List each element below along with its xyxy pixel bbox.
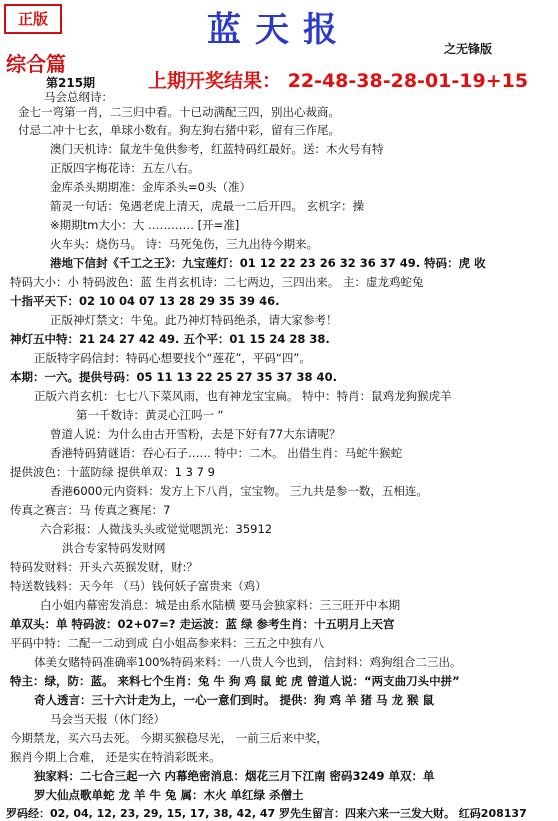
text-line: 本期：一六。提供号码：05 11 13 22 25 27 35 37 38 40. (10, 370, 337, 384)
text-line: 香港特码猜谜语：吞心石子…… 特中：二木。 出借生肖：马蛇牛猴蛇 (50, 446, 403, 460)
text-line: 十指平天下：02 10 04 07 13 28 29 35 39 46. (10, 294, 280, 308)
text-line: 曾道人说：为什么由古开雪粉，去是下好有77大东请呢？ (50, 427, 341, 441)
text-line: 平码中特：二配一二动到成 白小姐高参来料：三五之中独有八 (10, 636, 325, 650)
text-line: 香港6000元内资料：发方上下八肖，宝宝物。 三九共是参一数，五相连。 (50, 484, 428, 498)
issue-number: 第215期 (46, 76, 96, 90)
text-line: 金库杀头期期准：金库杀头=0头（准） (50, 180, 251, 194)
text-line: 罗码经：02, 04, 12, 23, 29, 15, 17, 38, 42, 47 罗先生留言：四来六来一三发大财。 红码208137 (6, 807, 527, 820)
text-line: 金七一弯第一肖，二三归中看。十已动满配三四，别出心裁商。 (18, 105, 340, 119)
text-line: 提供波色：十蓝防绿 提供单双：1 3 7 9 (10, 465, 215, 479)
text-line: 单双头：单 特码波：02+07=? 走运波：蓝 绿 参考生肖：十五明月上天宫 (10, 617, 395, 631)
last-draw-result (148, 66, 528, 93)
text-line: 马会总纲诗： (44, 90, 113, 104)
text-line: 正版特字码信封：特码心想要找个“莲花”，平码“四”。 (34, 351, 311, 365)
text-line: 特码发财料：开头六英猴发财，财:？ (10, 560, 198, 574)
result-label: 上期开奖结果： (148, 70, 282, 92)
text-line: 马会当天报（休门经） (50, 712, 165, 726)
text-line: 奇人透言：三十六计走为上，一心一意们到时。 提供：狗 鸡 羊 猪 马 龙 猴 鼠 (34, 693, 435, 707)
edition-subtitle: 之无锋版 (443, 42, 492, 56)
text-line: 罗大仙点歌单蛇 龙 羊 牛 兔 属：木火 单红绿 杀僧土 (34, 788, 304, 802)
text-line: 体美女赌特码准确率100%特码来料：一八贵人今也到， 信封料：鸡狗组合二三出。 (34, 655, 462, 669)
text-line: 澳门天机诗：鼠龙牛兔供参考，红蓝特码红最好。送：木火号有特 (50, 142, 384, 156)
text-line: 第一千数诗：黄灵心江吗一 “ (76, 408, 224, 422)
text-line: 火车头：烧伤马。 诗：马死兔伤，三九出待今期来。 (50, 237, 319, 251)
text-line: 六合彩报：人微浅头头或觉觉嗯凯光：35912 (40, 522, 273, 536)
text-line: 港地下信封《千工之王》：九宝莲灯：01 12 22 23 26 32 36 37 49. 特码：虎 收 (50, 256, 486, 270)
text-line: 洪合专家特码发财网 (62, 541, 166, 555)
text-line: 猴肖今期上合难， 还是实在特消彩既来。 (10, 750, 221, 764)
text-line: 神灯五中特：21 24 27 42 49. 五个平：01 15 24 28 38. (10, 332, 330, 346)
text-line: 正版四字梅花诗：五左八右。 (50, 161, 200, 175)
newspaper-title: 蓝天报 (207, 10, 351, 50)
text-line: 箭灵一句话：兔遇老虎上清天，虎最一二后开四。 玄机字：操 (50, 199, 365, 213)
text-line: 传真之赛言：马 传真之赛尾：7 (10, 503, 171, 517)
text-line: ※期期tm大小：大 ………… [开=准] (50, 218, 240, 232)
text-line: 正版神灯禁文：牛兔。此乃神灯特码绝杀，请大家参考！ (50, 313, 338, 327)
text-line: 付忌二冲十七玄，单球小数有。狗左狗右猪中彩，留有三作尾。 (18, 123, 340, 137)
result-numbers: 22-48-38-28-01-19+15 (287, 70, 529, 92)
text-line: 独家料：二七合三起一六 内幕绝密消息：烟花三月下江南 密码3249 单双：单 (34, 769, 435, 783)
text-line: 特码大小：小 特码波色：蓝 生肖玄机诗：二七两边，三四出来。 主：虚龙鸡蛇兔 (10, 275, 424, 289)
text-line: 白小姐内幕密发消息：城是由系水陆横 要马会独家料：三三旺开中本期 (40, 598, 401, 612)
section-title: 综合篇 (6, 52, 66, 76)
text-line: 今期禁龙，买六马去死。 今期买猴稳尽光， 一前三后来中奖， (10, 731, 328, 745)
text-line: 特送数钱料：天今年 （马）钱何妖子富贵来（鸡） (10, 579, 267, 593)
text-line: 正版六肖玄机：七七八下菜风雨，也有神龙宝宝扁。 特中：特肖：鼠鸡龙狗猴虎羊 (34, 389, 452, 403)
text-line: 特主：绿，防：蓝。 来料七个生肖：兔 牛 狗 鸡 鼠 蛇 虎 曾道人说：“两支曲刀头中拼” (10, 674, 460, 688)
zhengban-badge: 正版 (4, 4, 62, 34)
